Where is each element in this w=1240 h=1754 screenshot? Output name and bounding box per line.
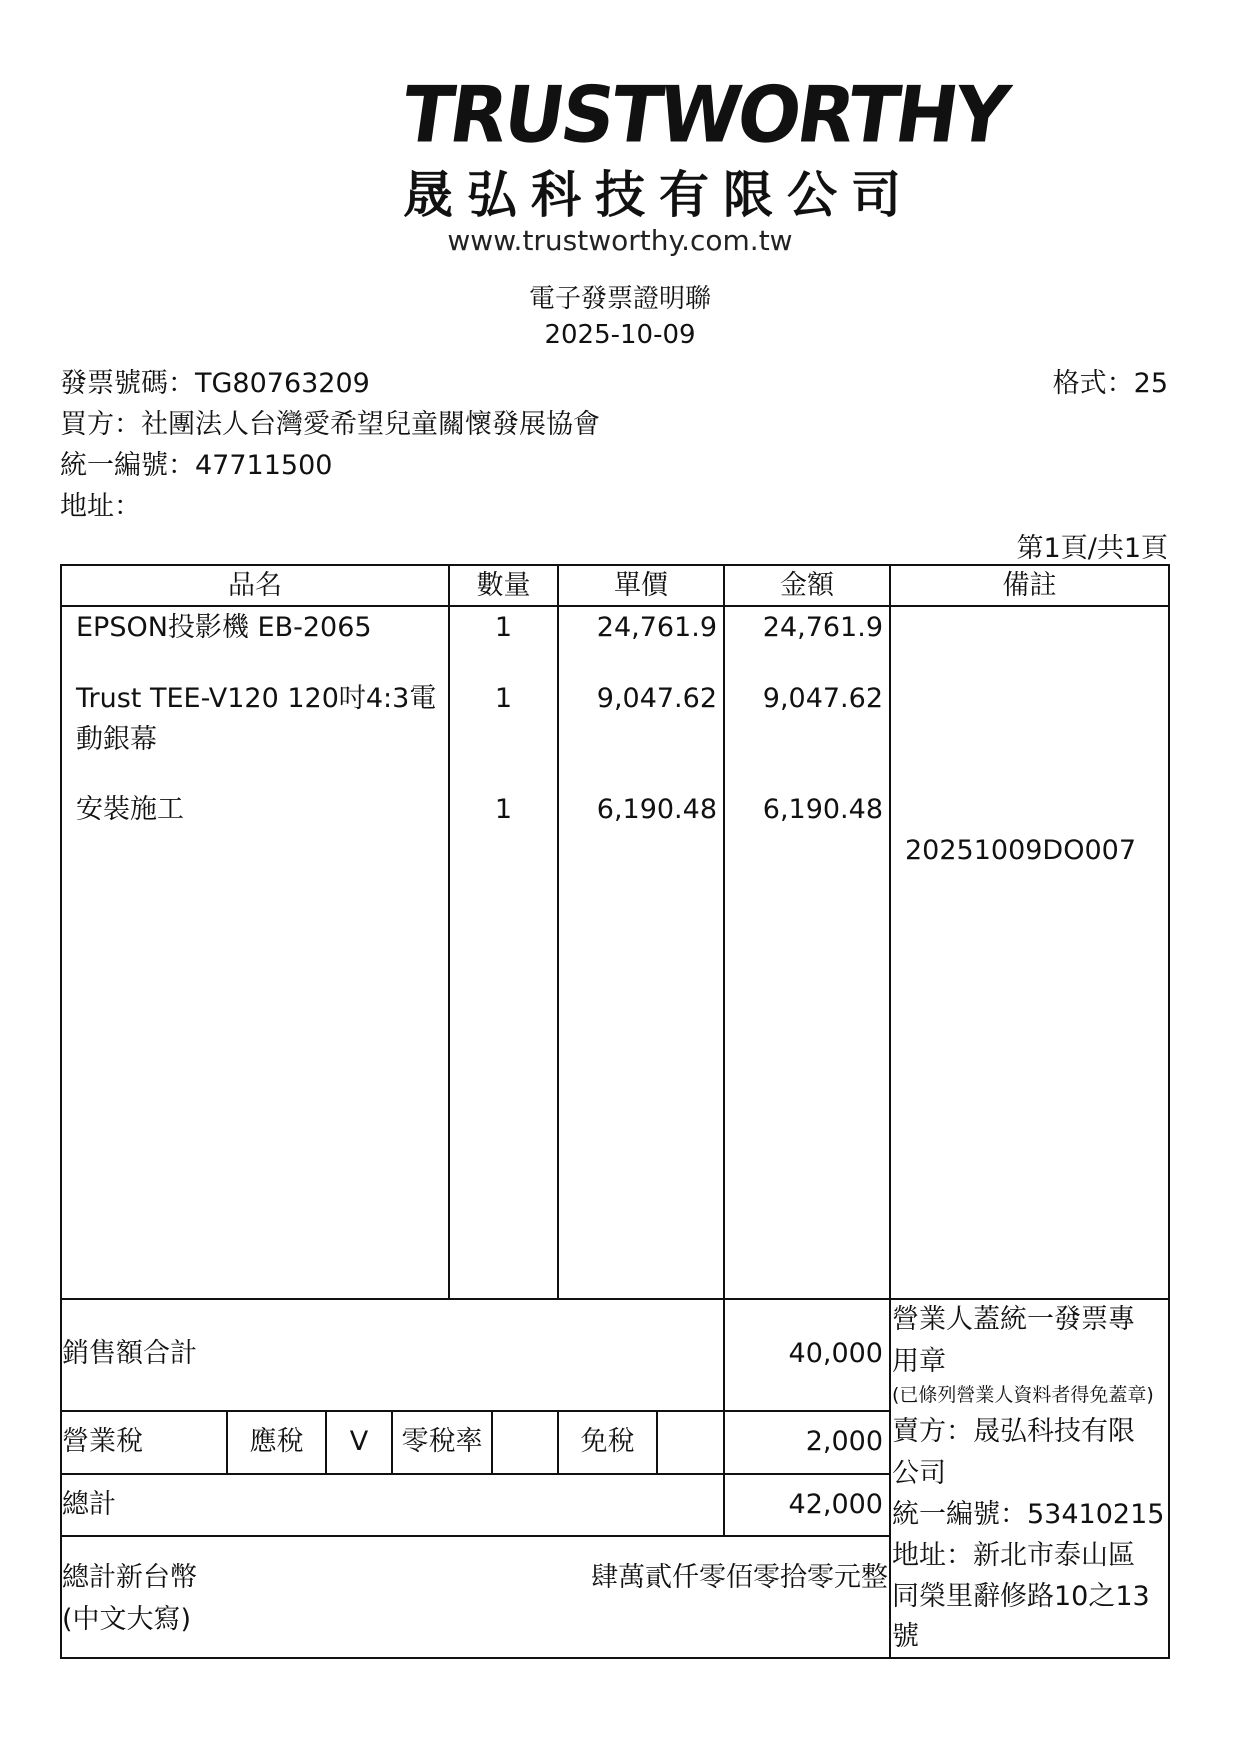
tax-value: 2,000 bbox=[805, 1426, 883, 1457]
header-amount: 金額 bbox=[780, 570, 834, 601]
tax-label: 營業稅 bbox=[62, 1426, 143, 1457]
table-border bbox=[60, 1657, 1170, 1659]
item-name: EPSON投影機 EB-2065 bbox=[76, 612, 372, 643]
remark-order-number: 20251009DO007 bbox=[905, 835, 1137, 866]
item-unit-price: 6,190.48 bbox=[596, 794, 717, 825]
table-divider bbox=[60, 1535, 891, 1537]
seller-tax-id: 統一編號：53410215 bbox=[892, 1499, 1165, 1530]
logo-brand-en: TRUSTWORTHY bbox=[396, 69, 1012, 161]
stamp-line-1: 營業人蓋統一發票專 bbox=[892, 1304, 1135, 1335]
item-amount: 24,761.9 bbox=[762, 612, 883, 643]
table-divider bbox=[889, 564, 891, 1659]
item-unit-price: 9,047.62 bbox=[596, 683, 717, 714]
stamp-line-2: 用章 bbox=[892, 1346, 946, 1377]
table-divider bbox=[60, 1473, 891, 1475]
item-unit-price: 24,761.9 bbox=[596, 612, 717, 643]
buyer-address: 地址： bbox=[60, 491, 141, 522]
seller-name: 賣方：晟弘科技有限 bbox=[892, 1416, 1135, 1447]
table-divider bbox=[448, 564, 450, 1300]
ntd-label-sub: (中文大寫) bbox=[62, 1604, 192, 1635]
item-quantity: 1 bbox=[494, 794, 513, 825]
sales-total-label: 銷售額合計 bbox=[62, 1338, 197, 1369]
buyer-name: 買方：社團法人台灣愛希望兒童關懷發展協會 bbox=[60, 409, 600, 440]
header-item-name: 品名 bbox=[228, 570, 282, 601]
header-quantity: 數量 bbox=[476, 570, 531, 601]
exempt-label: 免稅 bbox=[580, 1426, 635, 1457]
logo-website: www.trustworthy.com.tw bbox=[447, 224, 793, 257]
ntd-chinese-amount: 肆萬貳仟零佰零拾零元整 bbox=[591, 1562, 888, 1593]
table-divider bbox=[60, 1410, 891, 1412]
taxable-mark: V bbox=[349, 1426, 369, 1457]
stamp-note: (已條列營業人資料者得免蓋章) bbox=[892, 1384, 1154, 1406]
item-name: Trust TEE-V120 120吋4:3電 bbox=[76, 683, 437, 714]
item-amount: 6,190.48 bbox=[762, 794, 883, 825]
seller-name-continued: 公司 bbox=[892, 1458, 946, 1489]
item-quantity: 1 bbox=[494, 612, 513, 643]
item-name-continued: 動銀幕 bbox=[76, 724, 157, 755]
document-date: 2025-10-09 bbox=[544, 320, 696, 350]
invoice-format: 格式：25 bbox=[1052, 368, 1168, 399]
item-quantity: 1 bbox=[494, 683, 513, 714]
table-divider bbox=[491, 1410, 493, 1473]
total-value: 42,000 bbox=[788, 1489, 883, 1520]
sales-total-value: 40,000 bbox=[788, 1338, 883, 1369]
ntd-label: 總計新台幣 bbox=[62, 1562, 197, 1593]
taxable-label: 應稅 bbox=[249, 1426, 304, 1457]
total-label: 總計 bbox=[62, 1489, 116, 1520]
item-amount: 9,047.62 bbox=[762, 683, 883, 714]
document-title: 電子發票證明聯 bbox=[528, 284, 711, 314]
logo-brand-zh: 晟弘科技有限公司 bbox=[403, 166, 915, 224]
seller-address: 地址：新北市泰山區 bbox=[892, 1540, 1135, 1571]
header-remark: 備註 bbox=[1002, 570, 1057, 601]
page-indicator: 第1頁/共1頁 bbox=[1016, 533, 1168, 564]
item-name: 安裝施工 bbox=[76, 794, 184, 825]
seller-address-line-3: 號 bbox=[892, 1621, 919, 1652]
header-unit-price: 單價 bbox=[614, 570, 668, 601]
buyer-tax-id: 統一編號：47711500 bbox=[60, 450, 333, 481]
seller-address-line-2: 同榮里辭修路10之13 bbox=[892, 1581, 1150, 1612]
table-divider bbox=[656, 1410, 658, 1473]
company-logo bbox=[0, 70, 1240, 260]
table-border bbox=[1168, 564, 1170, 1659]
table-divider bbox=[557, 564, 559, 1300]
zero-rate-label: 零稅率 bbox=[401, 1426, 483, 1457]
invoice-number: 發票號碼：TG80763209 bbox=[60, 368, 370, 399]
